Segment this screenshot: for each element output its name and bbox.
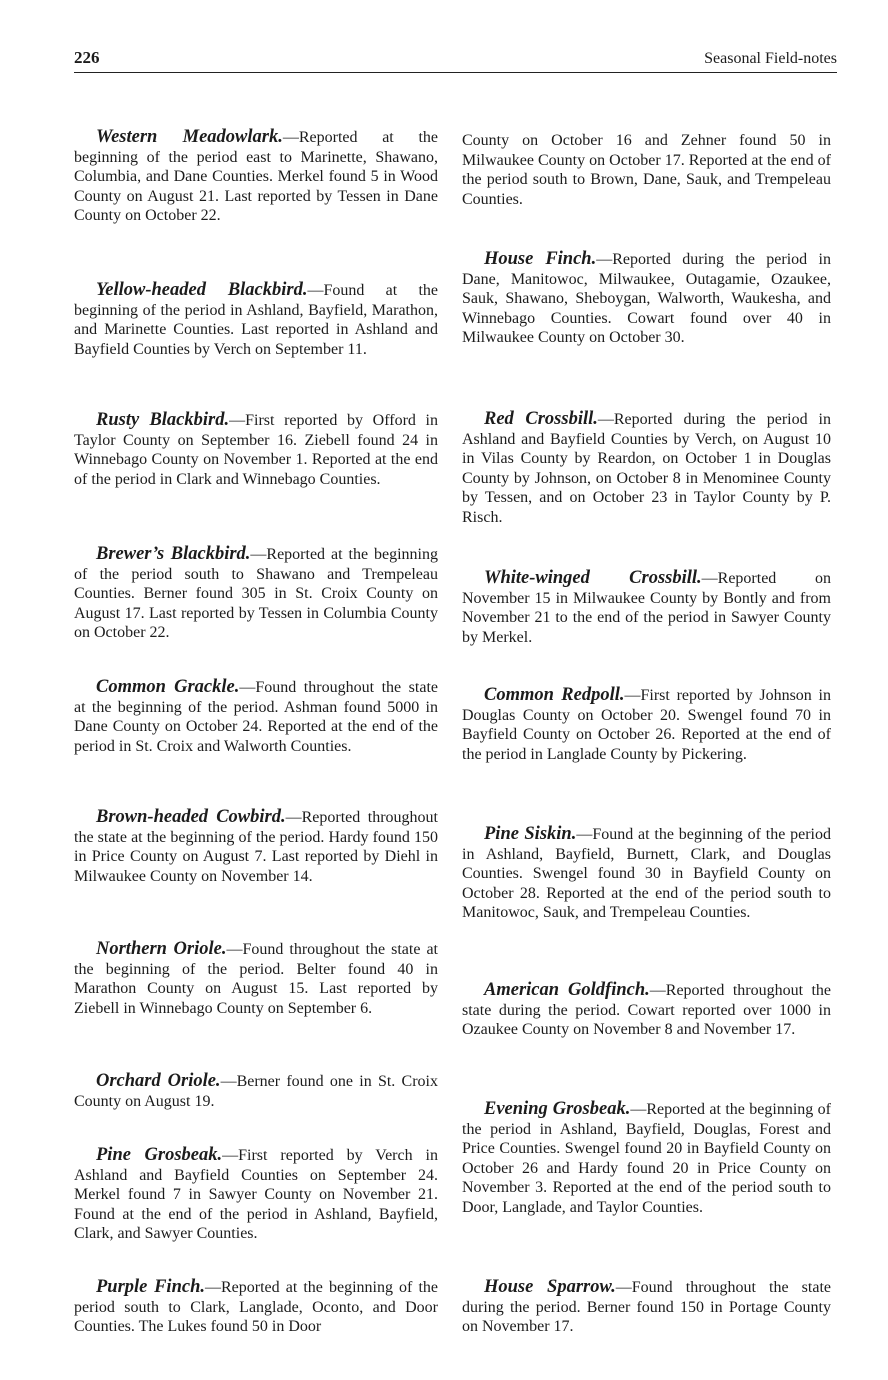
species-name: Common Grackle. bbox=[96, 677, 240, 697]
species-entry bbox=[462, 250, 831, 348]
species-name: Rusty Blackbird. bbox=[96, 410, 230, 430]
species-entry bbox=[462, 1278, 831, 1337]
species-entry bbox=[74, 808, 438, 886]
species-notes: —Reported during the period in Dane, Manitowoc, Milwaukee, Outagamie, Ozaukee, Sauk, Shawano, Sheboygan, Walworth, Waukesha, and Winnebago Counties. Cowart found over 40 in Milwaukee County on October 30. bbox=[462, 251, 831, 347]
species-notes: —Reported throughout the state at the beginning of the period. Hardy found 150 in Price County on August 7. Last reported by Diehl in Milwaukee County on November 14. bbox=[74, 809, 438, 885]
species-notes: —Berner found one in St. Croix County on August 19. bbox=[74, 1073, 438, 1110]
species-entry bbox=[74, 1146, 438, 1244]
species-entry bbox=[462, 686, 831, 764]
species-notes: —First reported by Offord in Taylor County on September 16. Ziebell found 24 in Winnebago County on November 1. Reported at the end of the period in Clark and Winnebago Counties. bbox=[74, 412, 439, 488]
species-name: Red Crossbill. bbox=[484, 409, 598, 429]
running-head: Seasonal Field-notes bbox=[704, 50, 837, 67]
species-notes: —Found throughout the state during the period. Berner found 150 in Portage County on November 17. bbox=[462, 1279, 831, 1336]
species-notes: —Reported at the beginning of the period in Ashland, Bayfield, Douglas, Forest and Price Counties. Swengel found 20 in Bayfield County on October 26 and Hardy found 20 in Price County on November 3. Reported at the end of the period south to Door, Langlade, and Taylor Counties. bbox=[462, 1101, 832, 1216]
species-notes: —Found at the beginning of the period in Ashland, Bayfield, Marathon, and Marinette Counties. Last reported in Ashland and Bayfield Counties by Verch on September 11. bbox=[74, 282, 439, 358]
species-entry bbox=[462, 825, 831, 923]
species-entry bbox=[462, 569, 831, 647]
species-notes: —Reported during the period in Ashland and Bayfield Counties by Verch, on August 10 in Vilas County by Reardon, on October 1 in Douglas County by Johnson, on October 8 in Menominee County by Tessen, and on October 23 in Taylor County by P. Risch. bbox=[462, 411, 831, 526]
species-entry bbox=[74, 545, 438, 643]
species-name: House Finch. bbox=[484, 249, 597, 269]
species-entry bbox=[462, 410, 831, 528]
species-name: Brown-headed Cowbird. bbox=[96, 807, 286, 827]
species-entry bbox=[462, 981, 831, 1040]
species-notes: —First reported by Johnson in Douglas County on October 20. Swengel found 70 in Bayfield County on October 26. Reported at the end of the period in Langlade County by Pickering. bbox=[462, 687, 831, 763]
species-entry bbox=[74, 128, 438, 226]
species-name: American Goldfinch. bbox=[484, 980, 650, 1000]
species-entry bbox=[462, 1100, 831, 1218]
species-notes: —Reported throughout the state during the period. Cowart reported over 1000 in Ozaukee County on November 8 and November 17. bbox=[462, 982, 831, 1039]
species-name: House Sparrow. bbox=[484, 1277, 616, 1297]
species-name: Brewer’s Blackbird. bbox=[96, 544, 251, 564]
species-notes: —Reported at the beginning of the period south to Shawano and Trempeleau Counties. Berner found 305 in St. Croix County on August 17. Last reported by Tessen in Columbia County on October 22. bbox=[74, 546, 438, 642]
species-entry bbox=[74, 1072, 438, 1111]
species-notes: —Found throughout the state at the beginning of the period. Ashman found 5000 in Dane County on October 24. Reported at the end of the period in St. Croix and Walworth Counties. bbox=[74, 679, 439, 755]
species-entry bbox=[74, 940, 438, 1018]
species-notes: —Found throughout the state at the beginning of the period. Belter found 40 in Marathon County on August 15. Last reported by Ziebell in Winnebago County on September 6. bbox=[74, 941, 438, 1017]
species-name: Pine Siskin. bbox=[484, 824, 577, 844]
species-name: Orchard Oriole. bbox=[96, 1071, 221, 1091]
species-notes: —Reported at the beginning of the period south to Clark, Langlade, Oconto, and Door Counties. The Lukes found 50 in Door bbox=[74, 1279, 438, 1336]
species-entry bbox=[74, 678, 438, 756]
species-notes: —First reported by Verch in Ashland and Bayfield Counties on September 24. Merkel found 7 in Sawyer County on November 21. Found at the end of the period in Ashland, Bayfield, Clark, and Sawyer Counties. bbox=[74, 1147, 438, 1243]
species-name: Common Redpoll. bbox=[484, 685, 625, 705]
species-name: Pine Grosbeak. bbox=[96, 1145, 223, 1165]
species-entry bbox=[74, 281, 438, 359]
species-notes: —Reported at the beginning of the period east to Marinette, Shawano, Columbia, and Dane Counties. Merkel found 5 in Wood County on August 21. Last reported by Tessen in Dane County on October 22. bbox=[74, 129, 438, 225]
species-entry bbox=[74, 1278, 438, 1337]
species-name: White-winged Crossbill. bbox=[484, 568, 702, 588]
species-notes: —Reported on November 15 in Milwaukee County by Bontly and from November 21 to the end of the period in Sawyer County by Merkel. bbox=[462, 570, 831, 646]
continued-paragraph: County on October 16 and Zehner found 50 in Milwaukee County on October 17. Reported at the end of the period south to Brown, Dane, Sauk, and Trempeleau Counties. bbox=[462, 132, 831, 208]
species-name: Northern Oriole. bbox=[96, 939, 227, 959]
page-header bbox=[74, 46, 837, 73]
species-name: Yellow-headed Blackbird. bbox=[96, 280, 308, 300]
page-number: 226 bbox=[74, 48, 100, 67]
species-name: Purple Finch. bbox=[96, 1277, 205, 1297]
species-notes: —Found at the beginning of the period in Ashland, Bayfield, Burnett, Clark, and Douglas Counties. Swengel found 30 in Bayfield County on October 28. Reported at the end of the period south to Manitowoc, Sauk, and Trempeleau Counties. bbox=[462, 826, 832, 922]
species-name: Evening Grosbeak. bbox=[484, 1099, 631, 1119]
species-name: Western Meadowlark. bbox=[96, 127, 283, 147]
species-entry bbox=[74, 411, 438, 489]
